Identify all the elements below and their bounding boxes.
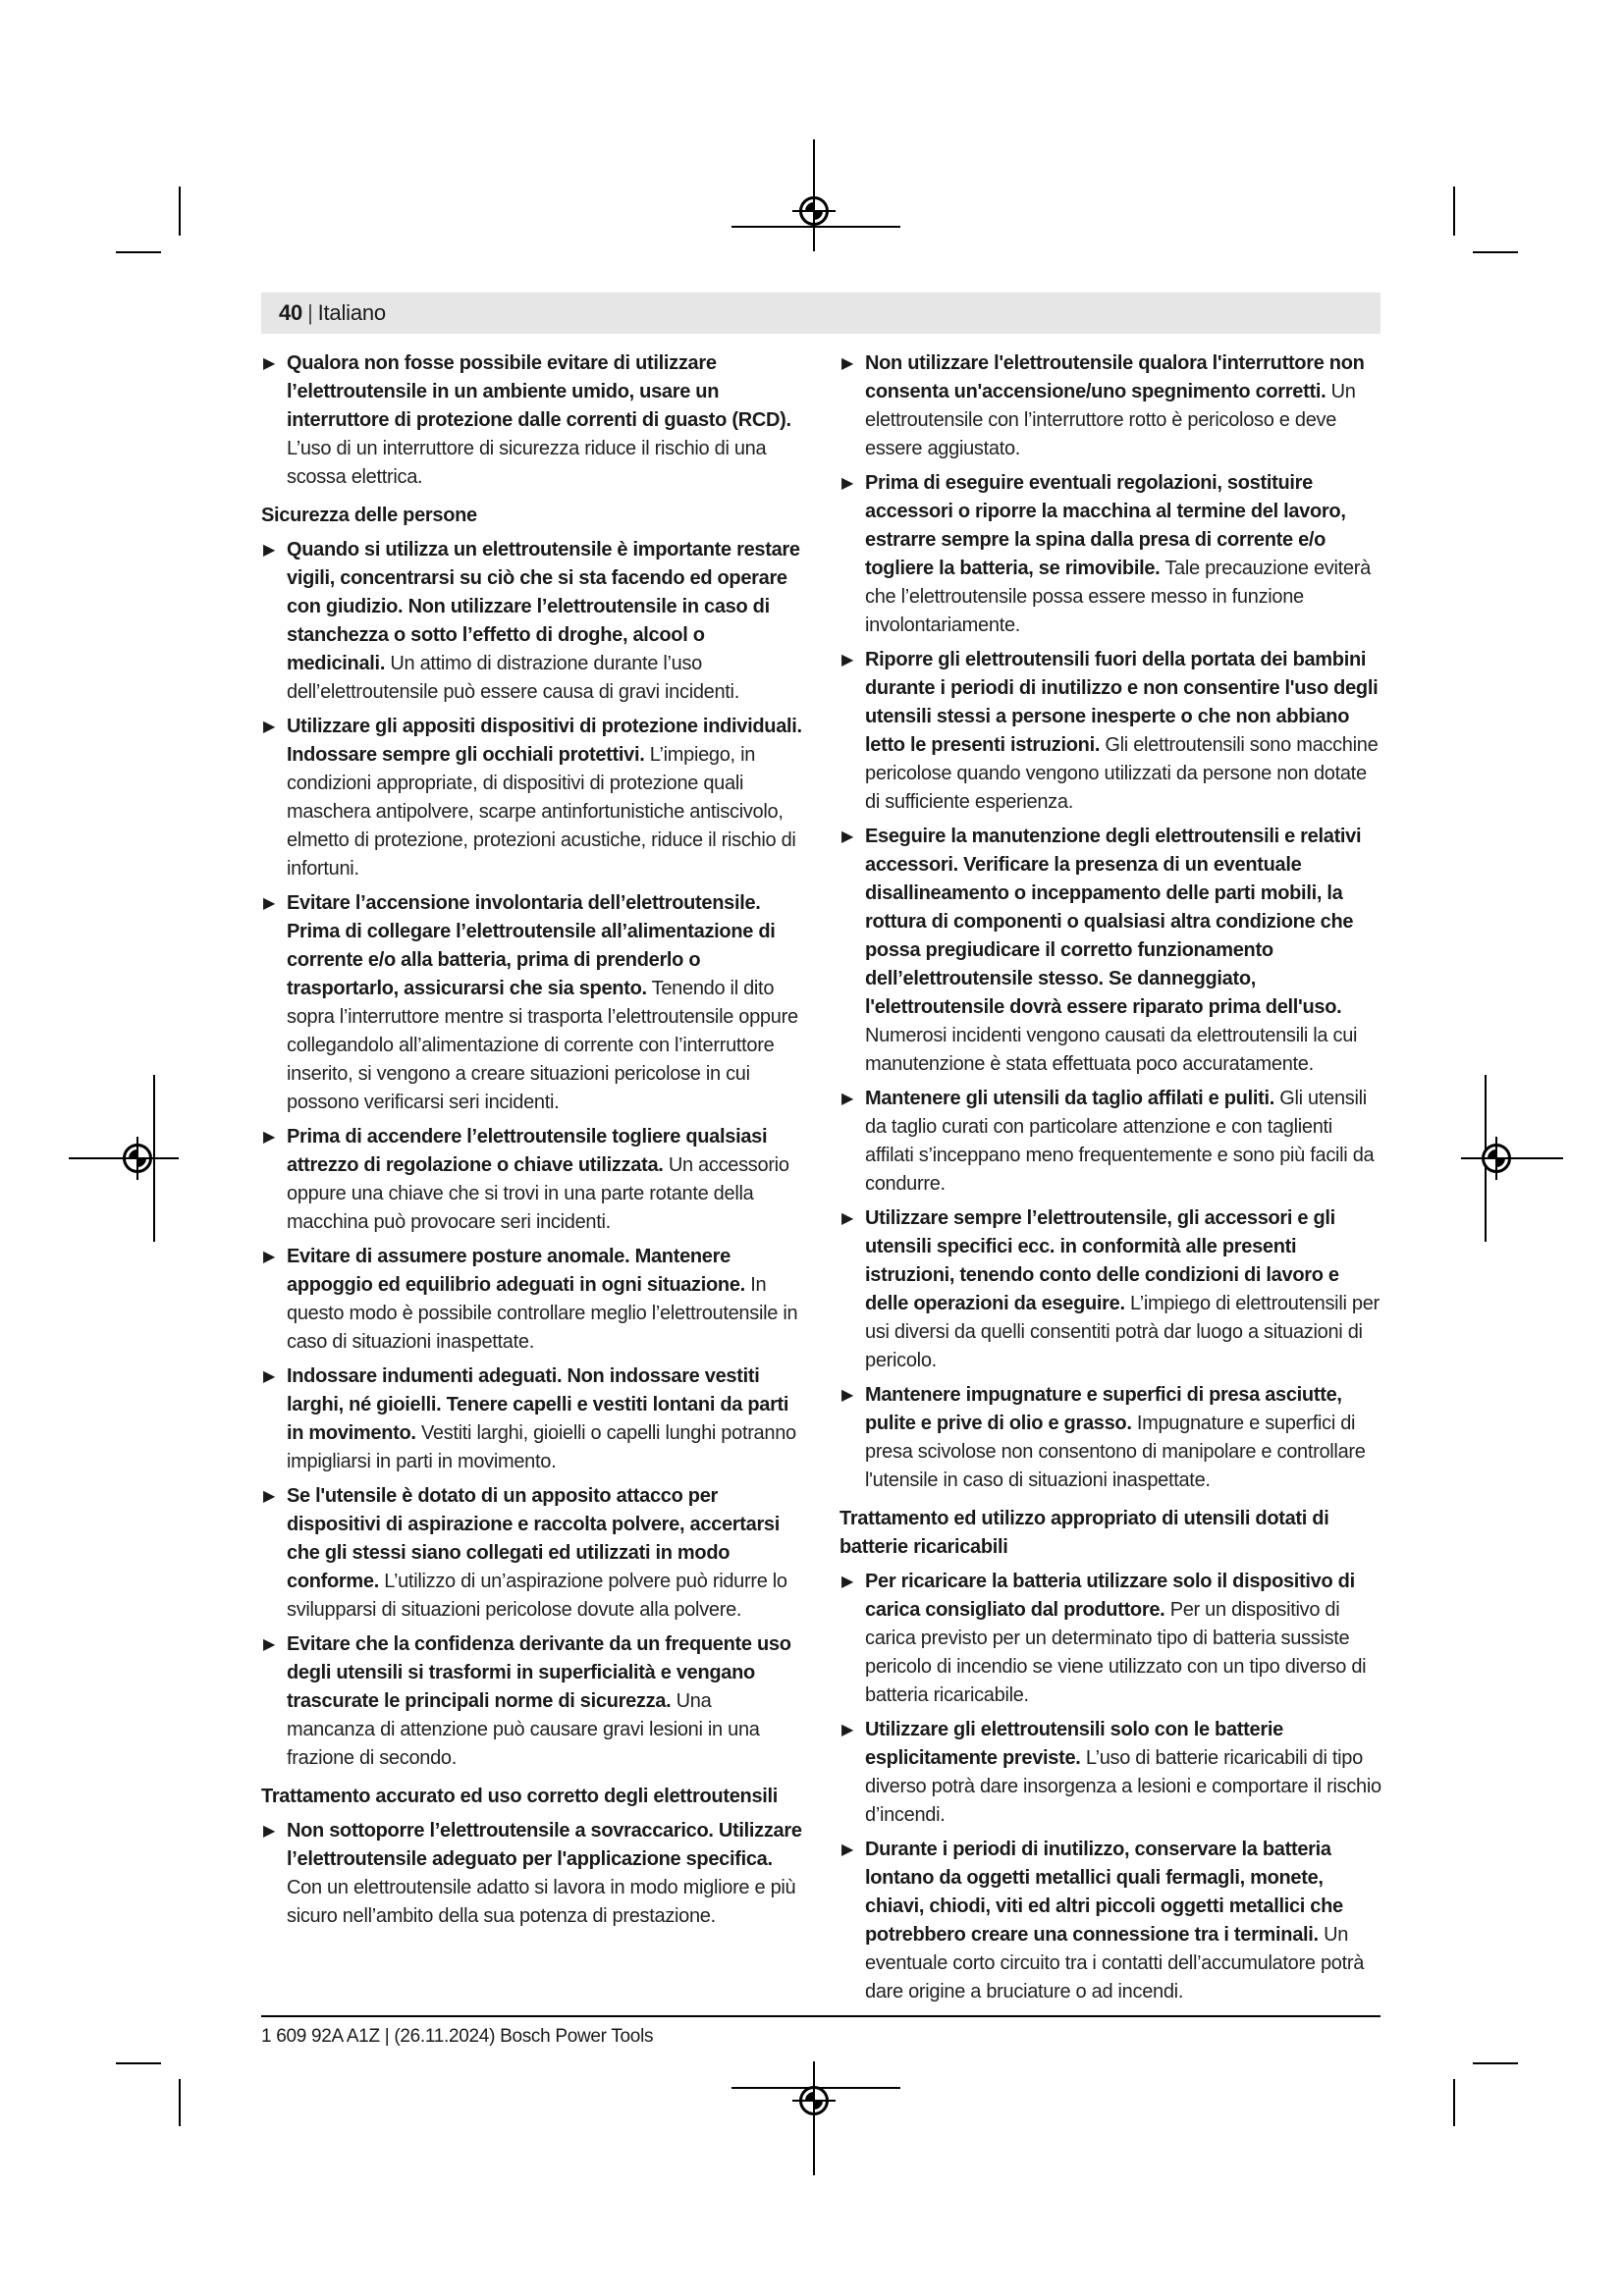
heading-persons: Sicurezza delle persone bbox=[261, 505, 477, 526]
crop-mark-br-h bbox=[1473, 2062, 1518, 2064]
heading-handling: Trattamento accurato ed uso corretto degli elettroutensili bbox=[261, 1786, 779, 1807]
safety-item-explanation: L’uso di un interruttore di sicurezza riduce il rischio di una scossa elettrica. bbox=[287, 438, 767, 488]
left-column bbox=[261, 349, 803, 1937]
right-column bbox=[839, 349, 1381, 2012]
registration-mark-left-icon bbox=[123, 1144, 152, 1173]
bullet-triangle-icon: ▶ bbox=[263, 1823, 276, 1840]
safety-item bbox=[261, 1243, 803, 1357]
safety-item-explanation: Tale precauzione eviterà che l’elettroutensile possa essere messo in funzione involontariamente. bbox=[865, 558, 1371, 636]
safety-item-instruction: Mantenere impugnature e superfici di presa asciutte, pulite e prive di olio e grasso. bbox=[865, 1384, 1342, 1434]
left-items-handling bbox=[261, 1817, 803, 1931]
safety-item-explanation: Vestiti larghi, gioielli o capelli lunghi potranno impigliarsi in parti in movimento. bbox=[287, 1422, 796, 1472]
crop-mark-tl-v bbox=[179, 187, 181, 236]
safety-item bbox=[261, 349, 803, 492]
bullet-triangle-icon: ▶ bbox=[841, 1091, 854, 1107]
registration-mark-right-icon bbox=[1482, 1144, 1511, 1173]
left-items-persons bbox=[261, 536, 803, 1773]
safety-item-instruction: Utilizzare sempre l’elettroutensile, gli accessori e gli utensili specifici ecc. in conformità alle presenti istruzioni, tenendo conto delle condizioni di lavoro e delle operazioni da eseguire. bbox=[865, 1207, 1339, 1314]
safety-item-explanation: Gli elettroutensili sono macchine pericolose quando vengono utilizzati da persone non dotate di sufficiente esperienza. bbox=[865, 734, 1379, 813]
safety-item-explanation: Un attimo di distrazione durante l’uso dell’elettroutensile può essere causa di gravi incidenti. bbox=[287, 653, 739, 703]
bullet-triangle-icon: ▶ bbox=[263, 1636, 276, 1653]
safety-item-explanation: Impugnature e superfici di presa scivolose non consentono di manipolare e controllare l'utensile in caso di situazioni inaspettate. bbox=[865, 1413, 1366, 1491]
registration-mark-top-icon bbox=[799, 196, 829, 226]
safety-item-instruction: Quando si utilizza un elettroutensile è importante restare vigili, concentrarsi su ciò che si sta facendo ed operare con giudizio. Non utilizzare l’elettroutensile in caso di stanchezza o sotto l’effetto di droghe, alcool o medicinali. bbox=[287, 539, 800, 674]
safety-item bbox=[261, 1482, 803, 1625]
left-items-top bbox=[261, 349, 803, 492]
page-number: 40 bbox=[279, 300, 303, 325]
safety-item-instruction: Qualora non fosse possibile evitare di utilizzare l’elettroutensile in un ambiente umido, usare un interruttore di protezione dalle correnti di guasto (RCD). bbox=[287, 352, 791, 431]
safety-item bbox=[839, 1204, 1381, 1375]
safety-item-instruction: Eseguire la manutenzione degli elettroutensili e relativi accessori. Verificare la presenza di un eventuale disallineamento o inceppamento delle parti mobili, la rottura di componenti o qualsiasi altra condizione che possa pregiudicare il corretto funzionamento dell’elettroutensile stesso. Se danneggiato, l'elettroutensile dovrà essere riparato prima dell'uso. bbox=[865, 826, 1362, 1018]
reg-line-top-h bbox=[731, 226, 900, 228]
safety-item-instruction: Riporre gli elettroutensili fuori della portata dei bambini durante i periodi di inutilizzo e non consentire l'uso degli utensili stessi a persone inesperte o che non abbiano letto le presenti istruzioni. bbox=[865, 649, 1379, 756]
safety-item-instruction: Utilizzare gli appositi dispositivi di protezione individuali. Indossare sempre gli occhiali protettivi. bbox=[287, 716, 802, 766]
right-items-top bbox=[839, 349, 1381, 1495]
safety-item-explanation: L’utilizzo di un’aspirazione polvere può ridurre lo svilupparsi di situazioni pericolose dovute alla polvere. bbox=[287, 1571, 787, 1621]
safety-item-instruction: Utilizzare gli elettroutensili solo con le batterie esplicitamente previste. bbox=[865, 1719, 1283, 1769]
safety-item-explanation: Un accessorio oppure una chiave che si trovi in una parte rotante della macchina può provocare seri incidenti. bbox=[287, 1154, 789, 1233]
safety-item bbox=[261, 1630, 803, 1773]
bullet-triangle-icon: ▶ bbox=[263, 719, 276, 735]
safety-item-explanation: Un eventuale corto circuito tra i contatti dell’accumulatore potrà dare origine a bruciature o ad incendi. bbox=[865, 1924, 1365, 2002]
bullet-triangle-icon: ▶ bbox=[841, 1574, 854, 1590]
header-separator: | bbox=[307, 300, 313, 325]
bullet-triangle-icon: ▶ bbox=[263, 1129, 276, 1146]
header-language: Italiano bbox=[317, 300, 386, 325]
crop-mark-bl-h bbox=[116, 2062, 161, 2064]
right-items-battery bbox=[839, 1568, 1381, 2006]
safety-item-explanation: Una mancanza di attenzione può causare gravi lesioni in una frazione di secondo. bbox=[287, 1690, 760, 1769]
safety-item bbox=[839, 823, 1381, 1079]
safety-item-instruction: Non sottoporre l’elettroutensile a sovraccarico. Utilizzare l’elettroutensile adeguato per l'applicazione specifica. bbox=[287, 1820, 802, 1870]
footer-text: 1 609 92A A1Z | (26.11.2024) Bosch Power Tools bbox=[261, 2026, 654, 2047]
safety-item-instruction: Evitare l’accensione involontaria dell’elettroutensile. Prima di collegare l’elettroutensile all’alimentazione di corrente e/o alla batteria, prima di prenderlo o trasportarlo, assicurarsi che sia spento. bbox=[287, 892, 776, 999]
crop-mark-tl-h bbox=[116, 251, 161, 253]
safety-item bbox=[261, 536, 803, 707]
bullet-triangle-icon: ▶ bbox=[841, 355, 854, 372]
safety-item-explanation: L’uso di batterie ricaricabili di tipo diverso potrà dare insorgenza a lesioni e comportare il rischio d’incendi. bbox=[865, 1747, 1381, 1826]
safety-item bbox=[261, 889, 803, 1117]
safety-item-instruction: Indossare indumenti adeguati. Non indossare vestiti larghi, né gioielli. Tenere capelli e vestiti lontani da parti in movimento. bbox=[287, 1365, 789, 1444]
bullet-triangle-icon: ▶ bbox=[263, 895, 276, 912]
bullet-triangle-icon: ▶ bbox=[841, 828, 854, 845]
heading-battery: Trattamento ed utilizzo appropriato di utensili dotati di batterie ricaricabili bbox=[839, 1508, 1329, 1558]
footer-rule bbox=[261, 2015, 1380, 2017]
safety-item-instruction: Prima di eseguire eventuali regolazioni, sostituire accessori o riporre la macchina al termine del lavoro, estrarre sempre la spina dalla presa di corrente e/o togliere la batteria, se rimovibile. bbox=[865, 472, 1346, 579]
safety-item-instruction: Durante i periodi di inutilizzo, conservare la batteria lontano da oggetti metallici quali fermagli, monete, chiavi, chiodi, viti ed altri piccoli oggetti metallici che potrebbero creare una connessione tra i terminali. bbox=[865, 1839, 1343, 1946]
safety-item bbox=[839, 1381, 1381, 1495]
safety-item-explanation: Numerosi incidenti vengono causati da elettroutensili la cui manutenzione è stata effettuata poco accuratamente. bbox=[865, 1025, 1358, 1075]
safety-item-instruction: Per ricaricare la batteria utilizzare solo il dispositivo di carica consigliato dal produttore. bbox=[865, 1571, 1355, 1621]
safety-item-explanation: Un elettroutensile con l’interruttore rotto è pericoloso e deve essere aggiustato. bbox=[865, 381, 1356, 459]
bullet-triangle-icon: ▶ bbox=[841, 475, 854, 492]
crop-mark-tr-v bbox=[1453, 187, 1455, 236]
safety-item bbox=[261, 1817, 803, 1931]
safety-item-explanation: In questo modo è possibile controllare meglio l’elettroutensile in caso di situazioni inaspettate. bbox=[287, 1274, 798, 1353]
safety-item-explanation: Con un elettroutensile adatto si lavora in modo migliore e più sicuro nell’ambito della sua potenza di prestazione. bbox=[287, 1877, 796, 1927]
safety-item bbox=[261, 1123, 803, 1237]
safety-item bbox=[839, 349, 1381, 463]
safety-item-explanation: Gli utensili da taglio curati con particolare attenzione e con taglienti affilati s’inceppano meno frequentemente e sono più facili da condurre. bbox=[865, 1088, 1375, 1195]
crop-mark-bl-v bbox=[179, 2079, 181, 2126]
safety-item-explanation: Tenendo il dito sopra l’interruttore mentre si trasporta l’elettroutensile oppure collegandolo all’alimentazione di corrente con l’interruttore inserito, si vengono a creare situazioni pericolose in cui possono verificarsi seri incidenti. bbox=[287, 978, 798, 1113]
safety-item bbox=[839, 469, 1381, 640]
page-header bbox=[261, 293, 1380, 334]
bullet-triangle-icon: ▶ bbox=[841, 1387, 854, 1404]
safety-item-explanation: L’impiego di elettroutensili per usi diversi da quelli consentiti potrà dar luogo a situazioni di pericolo. bbox=[865, 1293, 1380, 1371]
registration-mark-bottom-icon bbox=[799, 2086, 829, 2115]
bullet-triangle-icon: ▶ bbox=[841, 1842, 854, 1858]
safety-item bbox=[839, 1568, 1381, 1710]
safety-item bbox=[839, 1085, 1381, 1199]
safety-item bbox=[839, 646, 1381, 817]
bullet-triangle-icon: ▶ bbox=[263, 1249, 276, 1265]
safety-item-instruction: Prima di accendere l’elettroutensile togliere qualsiasi attrezzo di regolazione o chiave utilizzata. bbox=[287, 1126, 768, 1176]
safety-item bbox=[261, 1362, 803, 1476]
safety-item-explanation: Per un dispositivo di carica previsto per un determinato tipo di batteria sussiste pericolo di incendio se viene utilizzato con un tipo diverso di batteria ricaricabile. bbox=[865, 1599, 1367, 1706]
bullet-triangle-icon: ▶ bbox=[841, 1722, 854, 1738]
bullet-triangle-icon: ▶ bbox=[841, 652, 854, 668]
safety-item-instruction: Mantenere gli utensili da taglio affilati e puliti. bbox=[865, 1088, 1274, 1109]
bullet-triangle-icon: ▶ bbox=[263, 1368, 276, 1385]
bullet-triangle-icon: ▶ bbox=[841, 1210, 854, 1227]
crop-mark-tr-h bbox=[1473, 251, 1518, 253]
bullet-triangle-icon: ▶ bbox=[263, 1488, 276, 1505]
bullet-triangle-icon: ▶ bbox=[263, 542, 276, 559]
safety-item-instruction: Evitare di assumere posture anomale. Mantenere appoggio ed equilibrio adeguati in ogni situazione. bbox=[287, 1246, 745, 1296]
safety-item bbox=[839, 1716, 1381, 1830]
safety-item bbox=[261, 713, 803, 883]
crop-mark-br-v bbox=[1453, 2079, 1455, 2126]
safety-item-instruction: Se l'utensile è dotato di un apposito attacco per dispositivi di aspirazione e raccolta polvere, accertarsi che gli stessi siano collegati ed utilizzati in modo conforme. bbox=[287, 1485, 781, 1592]
safety-item-instruction: Non utilizzare l'elettroutensile qualora l'interruttore non consenta un'accensione/uno spegnimento corretti. bbox=[865, 352, 1365, 402]
bullet-triangle-icon: ▶ bbox=[263, 355, 276, 372]
safety-item-instruction: Evitare che la confidenza derivante da un frequente uso degli utensili si trasformi in superficialità e vengano trascurate le principali norme di sicurezza. bbox=[287, 1633, 791, 1712]
safety-item-explanation: L’impiego, in condizioni appropriate, di dispositivi di protezione quali maschera antipolvere, scarpe antinfortunistiche antiscivolo, elmetto di protezione, protezioni acustiche, riduce il rischio di infortuni. bbox=[287, 744, 796, 880]
safety-item bbox=[839, 1836, 1381, 2006]
